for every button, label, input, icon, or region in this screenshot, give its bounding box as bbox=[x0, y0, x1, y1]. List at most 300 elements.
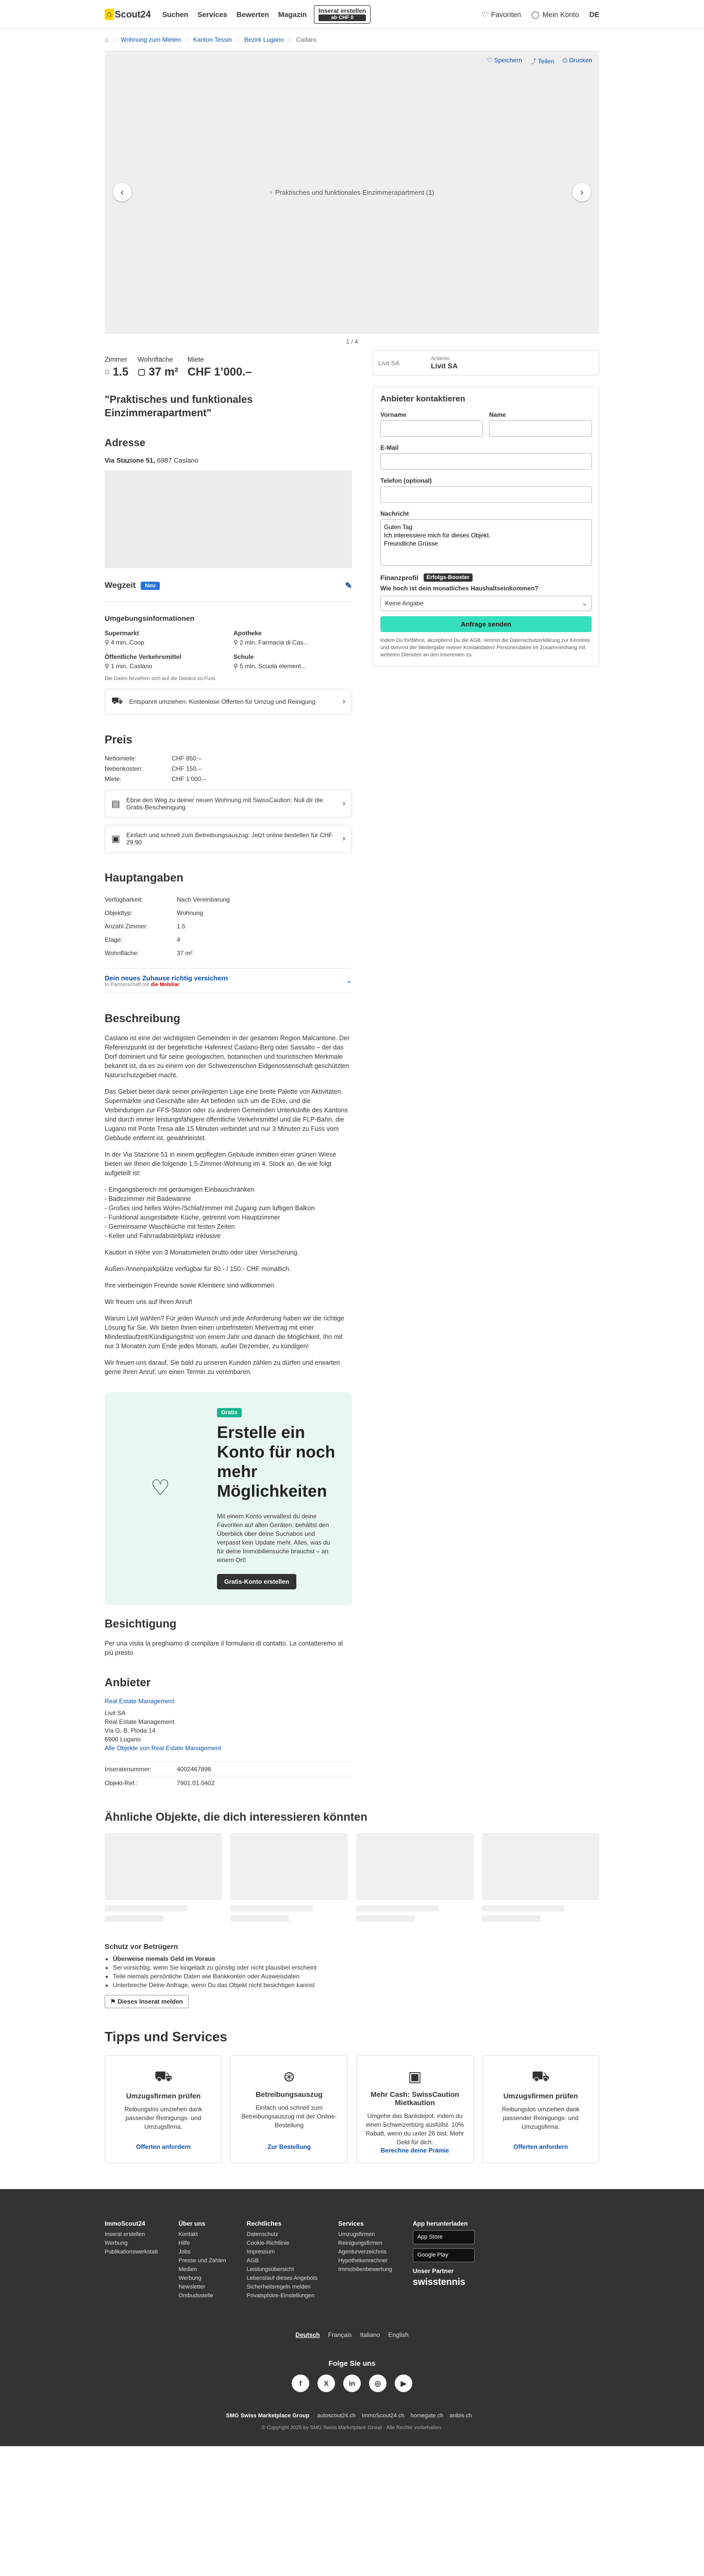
footer-link[interactable]: Ombudsstelle bbox=[178, 2293, 213, 2299]
env-item-value: 1 min, Caslano bbox=[111, 663, 153, 670]
nav-services[interactable]: Services bbox=[197, 10, 227, 19]
rooms-value: 1.5 bbox=[112, 365, 129, 378]
user-icon: ◯ bbox=[531, 10, 540, 19]
card-image-placeholder bbox=[230, 1833, 348, 1900]
account-label: Mein Konto bbox=[542, 10, 579, 19]
description-paragraph: Wir freuen uns darauf, Sie bald zu unseren Kunden zählen zu dürfen und erwarten gerne Ihren Anruf, um einen Termin zu vereinbaren. bbox=[105, 1359, 340, 1376]
agent-label: Anbieter bbox=[431, 356, 450, 362]
report-label: Dieses Inserat melden bbox=[118, 1998, 183, 2005]
provider-city: 6900 Lugano bbox=[105, 1736, 141, 1743]
account-promo-title: Erstelle ein Konto für noch mehr Möglichkeiten bbox=[217, 1423, 336, 1500]
group-label: SMG Swiss Marketplace Group bbox=[226, 2413, 310, 2419]
breadcrumb-item-current: Cadaro bbox=[296, 36, 317, 43]
chevron-down-icon: ⌄ bbox=[346, 976, 352, 985]
footer-columns bbox=[105, 2220, 599, 2300]
rooms-icon: ⌂ bbox=[105, 367, 110, 376]
ref-row bbox=[105, 1776, 352, 1790]
fraud-item: • Unterbreche Deine Anfrage, wenn Du das Objekt nicht besichtigen kannst bbox=[113, 1981, 599, 1990]
description-paragraph: Ihre vierbeinigen Freunde sowie Kleintiere sind willkommen. bbox=[105, 1282, 276, 1289]
send-request-button[interactable]: Anfrage senden bbox=[380, 616, 592, 632]
breadcrumb-item-2[interactable]: Kanton Tessin bbox=[193, 36, 232, 43]
footer-link[interactable]: Publikationswerkstatt bbox=[105, 2249, 158, 2255]
truck-icon: ⛟ bbox=[154, 2068, 173, 2084]
report-listing-button[interactable] bbox=[105, 1995, 189, 2008]
language-switcher bbox=[105, 2331, 599, 2338]
contact-disclaimer: Indem Du fortfährst, akzeptierst Du die AGB, nimmst die Datenschutzerklärung zur Kenntnis und stimmst der Weitergabe meiner Kontaktdaten/ Personendaten im Zusammenhang mit weiteren Diensten an den Inserenten zu. bbox=[380, 638, 590, 658]
rent-value: CHF 1’000.– bbox=[187, 365, 252, 378]
footer-link[interactable]: Umzugsfirmen bbox=[338, 2231, 375, 2238]
provider-heading: Anbieter bbox=[105, 1676, 151, 1689]
keyfact-rooms bbox=[105, 355, 128, 379]
fraud-item: • Sei vorsichtig, wenn Sie kingeladt zu günstig oder nicht plausibel erscheint bbox=[113, 1963, 599, 1972]
footer-link[interactable]: Impressum bbox=[246, 2249, 275, 2255]
env-item-value: 5 min, Scuola element... bbox=[240, 663, 306, 670]
price-label: Miete: bbox=[105, 775, 122, 783]
main-content bbox=[105, 352, 599, 1790]
facebook-icon[interactable]: f bbox=[292, 2375, 309, 2392]
rent-label: Miete bbox=[187, 355, 204, 363]
language-switch[interactable]: DE bbox=[589, 10, 599, 19]
description-paragraph: In der Via Stazione 51 in einem gepflegten Gebäude inmitten einer grünen Wiese bieten wir Ihnen die folgende 1,5-Zimmer-Wohnung im 4. Stock an, die wie folgt aufgeteilt ist: bbox=[105, 1151, 337, 1177]
card-line bbox=[356, 1916, 415, 1922]
footer-link[interactable]: Sicherheitsregeln melden bbox=[246, 2284, 311, 2290]
key-facts bbox=[105, 352, 352, 379]
card-line bbox=[105, 1916, 163, 1922]
footer-link[interactable]: Agenturverzeichnis bbox=[338, 2249, 387, 2255]
description-list bbox=[105, 1185, 352, 1241]
environment-grid bbox=[105, 630, 352, 670]
tip-text: Reibungslos umziehen dank passender Reinigungs- und Umzugsfirma. bbox=[124, 2106, 203, 2130]
footer-link[interactable]: Reinigungsfirmen bbox=[338, 2240, 382, 2246]
image-gallery[interactable] bbox=[105, 50, 599, 334]
income-select[interactable] bbox=[380, 596, 592, 611]
env-item bbox=[233, 630, 352, 646]
breadcrumb-separator: › bbox=[289, 36, 291, 43]
cash-icon: ▣ bbox=[408, 2069, 422, 2084]
provider-street: Via G. B. Pioda 14 bbox=[105, 1727, 156, 1734]
fraud-heading: Schutz vor Betrügern bbox=[105, 1942, 178, 1951]
agent-card bbox=[373, 350, 599, 376]
gallery-image-alt: Praktisches und funktionales Einzimmerapartment (1) bbox=[275, 188, 434, 196]
truck-icon: ⛟ bbox=[111, 696, 123, 706]
price-row bbox=[105, 775, 352, 783]
footer-link[interactable]: Kontakt bbox=[178, 2231, 198, 2238]
main-data-row bbox=[105, 933, 352, 946]
free-badge: Gratis bbox=[217, 1408, 242, 1417]
tip-card bbox=[482, 2055, 599, 2163]
app-store-badge[interactable]: Google Play bbox=[413, 2248, 475, 2262]
similar-card[interactable] bbox=[482, 1833, 599, 1922]
similar-card[interactable] bbox=[105, 1833, 222, 1922]
area-label: Wohnfläche bbox=[138, 355, 173, 363]
footer-link[interactable]: Cookie-Richtlinie bbox=[246, 2240, 290, 2246]
income-select-value: Keine Angabe bbox=[385, 600, 424, 607]
footer-column bbox=[338, 2220, 392, 2300]
insurance-partner-label: In Partnerschaft mit bbox=[105, 982, 149, 988]
footer-link[interactable]: Medien bbox=[178, 2266, 197, 2273]
insert-listing-badge: ab CHF 0 bbox=[319, 14, 366, 21]
header-right bbox=[481, 10, 599, 19]
lastname-input[interactable] bbox=[489, 420, 592, 437]
description bbox=[105, 1033, 352, 1377]
heart-hands-icon: ♡ bbox=[150, 1475, 170, 1500]
print-button[interactable]: ⎙ Drucken bbox=[562, 57, 592, 64]
debt-extract-promo[interactable] bbox=[105, 825, 352, 853]
provider-logo[interactable]: Real Estate Management bbox=[105, 1698, 175, 1705]
footer-column-title: Services bbox=[338, 2220, 364, 2227]
address-city: 6987 Caslano bbox=[157, 456, 198, 464]
env-item-value: 4 min, Coop bbox=[111, 639, 144, 646]
finance-profile-title: Finanzprofil bbox=[380, 573, 418, 582]
debt-extract-promo-text: Einfach und schnell zum Betreibungsauszug: Jetzt online bestellen für CHF 29.90 bbox=[126, 832, 333, 846]
footer-column-title: App herunterladen bbox=[412, 2220, 468, 2227]
tip-title: Betreibungsauszug bbox=[256, 2090, 323, 2098]
card-line bbox=[105, 1905, 187, 1911]
keyfact-area bbox=[138, 355, 178, 379]
phone-label: Telefon (optional) bbox=[380, 477, 432, 484]
main-data-value: 37 m² bbox=[177, 950, 193, 957]
provider-all-listings-link[interactable]: Alle Objekte von Real Estate Management bbox=[105, 1744, 222, 1752]
description-list-item: - Gemeinsame Waschküche mit festen Zeiten bbox=[105, 1223, 235, 1230]
ref-label: Objekt-Ref.: bbox=[105, 1780, 138, 1787]
env-item-title: Schule bbox=[233, 653, 254, 660]
description-list-item: - Badezimmer mit Badewanne bbox=[105, 1195, 191, 1202]
group-link[interactable]: homegate.ch bbox=[410, 2413, 444, 2419]
nav-magazine[interactable]: Magazin bbox=[278, 10, 307, 19]
travel-time-label: Wegzeit bbox=[105, 581, 136, 590]
environment-note: Die Daten beziehen sich auf die Distanz zu Fuss bbox=[105, 676, 216, 682]
main-data-label: Objekttyp: bbox=[105, 909, 133, 917]
group-link[interactable]: autoscout24.ch bbox=[317, 2413, 356, 2419]
tip-link[interactable]: Offerten anfordern bbox=[513, 2143, 568, 2150]
account-promo-card bbox=[105, 1392, 352, 1605]
walk-icon: ⚲ bbox=[233, 639, 238, 646]
ref-value: 4002467896 bbox=[177, 1766, 211, 1773]
nav-rate[interactable]: Bewerten bbox=[236, 10, 269, 19]
mobiliar-logo: die Mobiliar bbox=[150, 982, 180, 988]
provider-dept: Real Estate Management bbox=[105, 1718, 175, 1725]
tip-link[interactable]: Berechne deine Prämie bbox=[380, 2147, 449, 2154]
card-line bbox=[482, 1916, 541, 1922]
description-list-item: - Eingangsbereich mit geräumigen Einbauschränken bbox=[105, 1186, 255, 1193]
footer-link[interactable]: Immobilienbewertung bbox=[338, 2266, 392, 2273]
location-map[interactable] bbox=[105, 470, 352, 568]
description-list-item: - Keller und Fahrradabstellplatz inklusive bbox=[105, 1232, 221, 1240]
footer-link[interactable]: Hilfe bbox=[178, 2240, 190, 2246]
footer-column-title: ImmoScout24 bbox=[105, 2220, 145, 2227]
insurance-accordion[interactable] bbox=[105, 968, 352, 993]
visit-text: Per una visita la preghiamo di compilare il formulario di contatto. La contatteremo al più presto. bbox=[105, 1640, 343, 1656]
language-option[interactable]: Italiano bbox=[360, 2331, 380, 2338]
walk-icon: ⚲ bbox=[233, 663, 238, 670]
main-data-row bbox=[105, 893, 352, 906]
message-textarea[interactable] bbox=[380, 519, 592, 566]
address-heading: Adresse bbox=[105, 437, 145, 449]
linkedin-icon[interactable]: in bbox=[343, 2375, 361, 2392]
create-account-button[interactable]: Gratis-Konto erstellen bbox=[217, 1574, 296, 1589]
lastname-label: Name bbox=[489, 411, 506, 418]
swisscaution-promo-text: Ebne den Weg zu deiner neuen Wohnung mit SwissCaution: Null dir die Gratis-Bescheinigung bbox=[126, 796, 323, 811]
card-line bbox=[356, 1905, 439, 1911]
price-row bbox=[105, 765, 352, 772]
description-heading: Beschreibung bbox=[105, 1012, 180, 1025]
tip-text: Einfach und schnell zum Betreibungsauszug mit der Online-Bestellung bbox=[241, 2104, 337, 2129]
account-promo-text: Mit einem Konto verwaltest du deine Favoriten auf allen Geräten, behältst den Überblick über deine Suchabos und verpasst kein Update mehr. Alles, was du für deine Immobiliensuche brauchst – an einem Ort! bbox=[217, 1513, 330, 1564]
favorites-link[interactable] bbox=[481, 10, 521, 19]
similar-card[interactable] bbox=[230, 1833, 348, 1922]
footer-link[interactable]: Jobs bbox=[178, 2249, 191, 2255]
main-data-value: 4 bbox=[177, 936, 180, 943]
youtube-icon[interactable]: ▶ bbox=[395, 2375, 412, 2392]
tip-link[interactable]: Zur Bestellung bbox=[267, 2143, 311, 2150]
app-store-badge[interactable]: App Store bbox=[413, 2230, 475, 2244]
phone-input[interactable] bbox=[380, 486, 592, 503]
footer-link[interactable]: Datenschutz bbox=[246, 2231, 278, 2238]
price-label: Nebenkosten: bbox=[105, 765, 143, 772]
tip-title: Umzugsfirmen prüfen bbox=[503, 2092, 578, 2100]
description-paragraph: Caslano ist eine der wichtigsten Gemeinden in der gesamten Region Malcantone. Der Referenzpunkt ist der begehrtliche Hafenrest Caslano-Berg oder Sassalto – der das Dorf dominiert und für seine geologischen, botanischen und touristischen Merkmale bekannt ist, da es zu einem von der Schweizerischen Eidgenossenschaft geschützten Naturschutzgebiet macht. bbox=[105, 1035, 350, 1079]
top-bar bbox=[0, 0, 704, 29]
tip-text: Reibungslos umziehen dank passender Reinigungs- und Umzugsfirma. bbox=[501, 2106, 580, 2130]
tip-card bbox=[356, 2055, 474, 2163]
listing-details bbox=[105, 352, 352, 1790]
similar-card[interactable] bbox=[356, 1833, 474, 1922]
card-image-placeholder bbox=[105, 1833, 222, 1900]
address-street: Via Stazione 51, bbox=[105, 456, 156, 464]
fraud-protection bbox=[105, 1942, 599, 2008]
success-booster-badge: Erfolgs-Booster bbox=[424, 573, 473, 582]
main-nav bbox=[162, 10, 307, 19]
tip-text: Umgehe das Bankdepot, indem du einen Schweizerbürg ausfüllst. 10% Rabatt, wenn du unter 26 bist. Mehr Geld für dich. bbox=[365, 2112, 464, 2146]
save-button[interactable]: ♡ Speichern bbox=[487, 57, 522, 64]
language-option[interactable]: Français bbox=[328, 2331, 352, 2338]
copyright: © Copyright 2025 by SMG Swiss Marketplace Group - Alle Rechte vorbehalten. bbox=[261, 2425, 443, 2431]
chevron-right-icon: › bbox=[342, 697, 345, 706]
tip-title: Umzugsfirmen prüfen bbox=[126, 2092, 201, 2100]
footer-column bbox=[105, 2220, 158, 2300]
rooms-label: Zimmer bbox=[105, 355, 128, 363]
env-item bbox=[105, 630, 223, 646]
footer-link[interactable]: Presse und Zahlen bbox=[178, 2258, 226, 2264]
footer-column-title: Rechtliches bbox=[246, 2220, 282, 2227]
main-data-value: Nach Vereinbarung bbox=[177, 896, 230, 903]
price-heading: Preis bbox=[105, 733, 132, 746]
walk-icon: ⚲ bbox=[105, 639, 109, 646]
main-data-label: Anzahl Zimmer: bbox=[105, 923, 148, 930]
heart-icon: ♡ bbox=[481, 10, 488, 19]
chevron-right-icon: › bbox=[342, 799, 345, 808]
tips-services bbox=[105, 2029, 599, 2163]
area-icon: ▢ bbox=[138, 368, 146, 377]
income-question: Wie hoch ist dein monatliches Haushaltseinkommen? bbox=[380, 585, 539, 592]
card-image-placeholder bbox=[356, 1833, 474, 1900]
provider-address bbox=[105, 1709, 352, 1753]
provider-name: Livit SA bbox=[105, 1709, 126, 1717]
gallery-prev-button[interactable] bbox=[113, 183, 131, 201]
gallery-counter: 1 / 4 bbox=[346, 338, 358, 345]
tip-card bbox=[105, 2055, 222, 2163]
main-data-value: 1.5 bbox=[177, 923, 186, 930]
tip-card bbox=[230, 2055, 348, 2163]
description-paragraph: Wir freuen uns auf Ihren Anruf! bbox=[105, 1298, 193, 1306]
breadcrumb-item-3[interactable]: Bezirk Lugano bbox=[244, 36, 284, 43]
footer-column bbox=[247, 2220, 318, 2300]
x-icon[interactable]: X bbox=[317, 2375, 335, 2392]
gallery-actions bbox=[487, 57, 592, 65]
price-value: CHF 150.– bbox=[172, 765, 202, 772]
tip-link[interactable]: Offerten anfordern bbox=[136, 2143, 191, 2150]
new-badge: Neu bbox=[141, 582, 160, 590]
partner-label: Unser Partner bbox=[412, 2267, 454, 2275]
main-data-row bbox=[105, 906, 352, 920]
share-label: Teilen bbox=[538, 58, 555, 65]
env-item-title: Öffentliche Verkehrsmittel bbox=[105, 653, 181, 660]
document-icon: ▤ bbox=[111, 798, 121, 809]
breadcrumb bbox=[105, 29, 599, 50]
gallery-image bbox=[270, 189, 434, 196]
footer-link[interactable]: Leistungsübersicht bbox=[246, 2266, 294, 2273]
email-input[interactable] bbox=[380, 453, 592, 470]
card-line bbox=[482, 1905, 564, 1911]
footer-link[interactable]: AGB bbox=[246, 2258, 259, 2264]
chevron-down-icon: ⌄ bbox=[581, 600, 587, 607]
insurance-title: Dein neues Zuhause richtig versichern bbox=[105, 974, 228, 982]
main-data-label: Wohnfläche: bbox=[105, 950, 139, 957]
footer-link[interactable]: Werbung bbox=[178, 2275, 202, 2281]
home-icon[interactable]: ⌂ bbox=[105, 36, 109, 43]
env-item bbox=[233, 653, 352, 670]
message-label: Nachricht bbox=[380, 510, 409, 517]
edit-icon[interactable]: ✎ bbox=[345, 582, 352, 590]
certificate-icon: ⊛ bbox=[283, 2069, 295, 2084]
tips-heading: Tipps und Services bbox=[105, 2029, 227, 2044]
breadcrumb-separator: › bbox=[237, 36, 239, 43]
truck-icon: ⛟ bbox=[531, 2068, 550, 2084]
walk-icon: ⚲ bbox=[105, 663, 109, 670]
social-links bbox=[105, 2375, 599, 2392]
swisscaution-promo[interactable] bbox=[105, 790, 352, 818]
footer-link[interactable]: Inserat erstellen bbox=[105, 2231, 145, 2238]
description-paragraph: Warum Livit wählen? Für jeden Wunsch und jede Anforderung haben wir die richtige Lösung für Sie. Wir bieten Ihnen einen unbefristeten Mietvertrag mit einer Mindestlaufzeit/Kündigungsfrist von einem Jahr und danach die Möglichkeit, Ihn mit nur 3 Monaten zum Ende jedes Monats, außer Dezember, zu kündigen! bbox=[105, 1315, 344, 1350]
price-value: CHF 850.– bbox=[172, 755, 202, 762]
footer-link[interactable]: Werbung bbox=[105, 2240, 128, 2246]
gallery-next-button[interactable] bbox=[573, 183, 591, 201]
logo-home-icon: ⌂ bbox=[105, 9, 114, 20]
footer bbox=[0, 2189, 704, 2446]
price-row bbox=[105, 755, 352, 762]
insert-listing-label: Inserat erstellen bbox=[319, 7, 366, 14]
partner-logo[interactable]: swisstennis bbox=[412, 2277, 465, 2287]
firstname-label: Vorname bbox=[380, 411, 407, 418]
broken-image-icon: ▫ bbox=[270, 188, 273, 196]
language-option[interactable]: Deutsch bbox=[295, 2331, 320, 2338]
contact-form bbox=[373, 387, 599, 667]
footer-link[interactable]: Lebenslauf dieses Angebots bbox=[246, 2275, 318, 2281]
main-data-row bbox=[105, 946, 352, 960]
insert-listing-button[interactable] bbox=[314, 5, 371, 24]
moving-promo-text: Entspannt umziehen: Kostenlose Offerten für Umzug und Reinigung bbox=[129, 698, 315, 705]
moving-promo[interactable] bbox=[105, 689, 352, 715]
env-item bbox=[105, 653, 223, 670]
instagram-icon[interactable]: ◎ bbox=[369, 2375, 387, 2392]
ref-row bbox=[105, 1762, 352, 1776]
certificate-icon: ▣ bbox=[111, 833, 121, 844]
fraud-item: • Überweise niemals Geld im Voraus bbox=[113, 1955, 599, 1963]
firstname-input[interactable] bbox=[380, 420, 483, 437]
env-item-title: Apotheke bbox=[233, 630, 262, 637]
fraud-item: • Teile niemals persönliche Daten wie Bankkonten oder Ausweisdaten bbox=[113, 1972, 599, 1981]
breadcrumb-item-1[interactable]: Wohnung zum Mieten bbox=[121, 36, 181, 43]
chevron-right-icon: › bbox=[580, 187, 583, 197]
similar-objects bbox=[105, 1810, 599, 1922]
group-links bbox=[105, 2413, 599, 2419]
env-item-title: Supermarkt bbox=[105, 630, 139, 637]
insurance-partner bbox=[105, 982, 228, 988]
group-link[interactable]: anibis.ch bbox=[449, 2413, 472, 2419]
print-label: Drucken bbox=[569, 57, 592, 64]
main-data-row bbox=[105, 920, 352, 933]
breadcrumb-separator: › bbox=[113, 36, 116, 43]
price-value: CHF 1’000.– bbox=[172, 775, 207, 783]
main-data-heading: Hauptangaben bbox=[105, 871, 183, 884]
agent-logo: Livit SA bbox=[378, 359, 399, 367]
ref-value: 7901.01.0402 bbox=[177, 1780, 215, 1787]
logo[interactable] bbox=[105, 9, 151, 20]
description-paragraph: Das Gebiet bietet dank seiner privilegierten Lage eine breite Palette von Aktivitäten. Supermärkte und Geschäfte aller Art befinden sich um die Ecke, und die Verbindungen zur FFS-Station oder zu anderen Gemeinden Unterkünfte des Kantons sind durch immer leistungsfähigere öffentliche Verkehrsmittel und die FLP-Bahn, die Lugano mit Ponte Tresa alle 15 Minuten verbindet und nur 3 Minuten zu Fuss vom Gebäude entfernt ist, gewährleistet. bbox=[105, 1088, 348, 1142]
group-link[interactable]: ImmoScout24.ch bbox=[362, 2413, 405, 2419]
save-label: Speichern bbox=[494, 57, 522, 64]
contact-column bbox=[373, 352, 599, 1790]
share-button[interactable]: ⤴ Teilen bbox=[530, 58, 555, 65]
price-label: Nettomiete: bbox=[105, 755, 137, 762]
footer-column bbox=[178, 2220, 226, 2300]
main-data-label: Etage: bbox=[105, 936, 123, 943]
ref-label: Inseratenummer: bbox=[105, 1766, 152, 1773]
logo-text: Scout24 bbox=[114, 9, 151, 20]
listing-title: "Praktisches und funktionales Einzimmerapartment" bbox=[105, 394, 253, 419]
account-link[interactable] bbox=[531, 10, 579, 19]
flag-icon: ⚑ bbox=[110, 1998, 116, 2005]
footer-link[interactable]: Newsletter bbox=[178, 2284, 206, 2290]
favorites-label: Favoriten bbox=[491, 10, 522, 19]
breadcrumb-separator: › bbox=[186, 36, 188, 43]
contact-form-heading: Anbieter kontaktieren bbox=[380, 395, 465, 403]
footer-link[interactable]: Hypothekenrechner bbox=[338, 2258, 388, 2264]
card-line bbox=[230, 1905, 313, 1911]
card-line bbox=[230, 1916, 289, 1922]
agent-name: Livit SA bbox=[431, 362, 458, 370]
footer-column-title: Über uns bbox=[178, 2220, 206, 2227]
similar-heading: Ähnliche Objekte, die dich interessieren könnten bbox=[105, 1810, 367, 1823]
area-value: 37 m² bbox=[148, 365, 178, 378]
card-image-placeholder bbox=[482, 1833, 599, 1900]
description-paragraph: Außen-/Innenparkplätze verfügbar für 80.- / 150.- CHF monatlich. bbox=[105, 1265, 291, 1273]
travel-time[interactable] bbox=[105, 581, 352, 602]
address-text bbox=[105, 456, 352, 464]
description-list-item: - Funktional ausgestattete Küche, getrennt vom Hauptzimmer bbox=[105, 1214, 280, 1221]
keyfact-rent bbox=[188, 355, 252, 379]
tip-title: Mehr Cash: SwissCaution Mietkaution bbox=[371, 2090, 459, 2107]
visit-heading: Besichtigung bbox=[105, 1617, 177, 1630]
language-option[interactable]: English bbox=[388, 2331, 409, 2338]
email-label: E-Mail bbox=[380, 444, 399, 451]
description-list-item: - Großes und helles Wohn-/Schlafzimmer mit Zugang zum luftigen Balkon bbox=[105, 1205, 315, 1212]
finance-profile-header bbox=[380, 573, 592, 582]
description-paragraph: Kaution in Höhe von 3 Monatsmieten brutto oder über Versicherung. bbox=[105, 1249, 299, 1256]
nav-search[interactable]: Suchen bbox=[162, 10, 189, 19]
env-item-value: 2 min, Farmacia di Cas... bbox=[240, 639, 309, 646]
footer-link[interactable]: Privatsphäre-Einstellungen bbox=[246, 2293, 315, 2299]
